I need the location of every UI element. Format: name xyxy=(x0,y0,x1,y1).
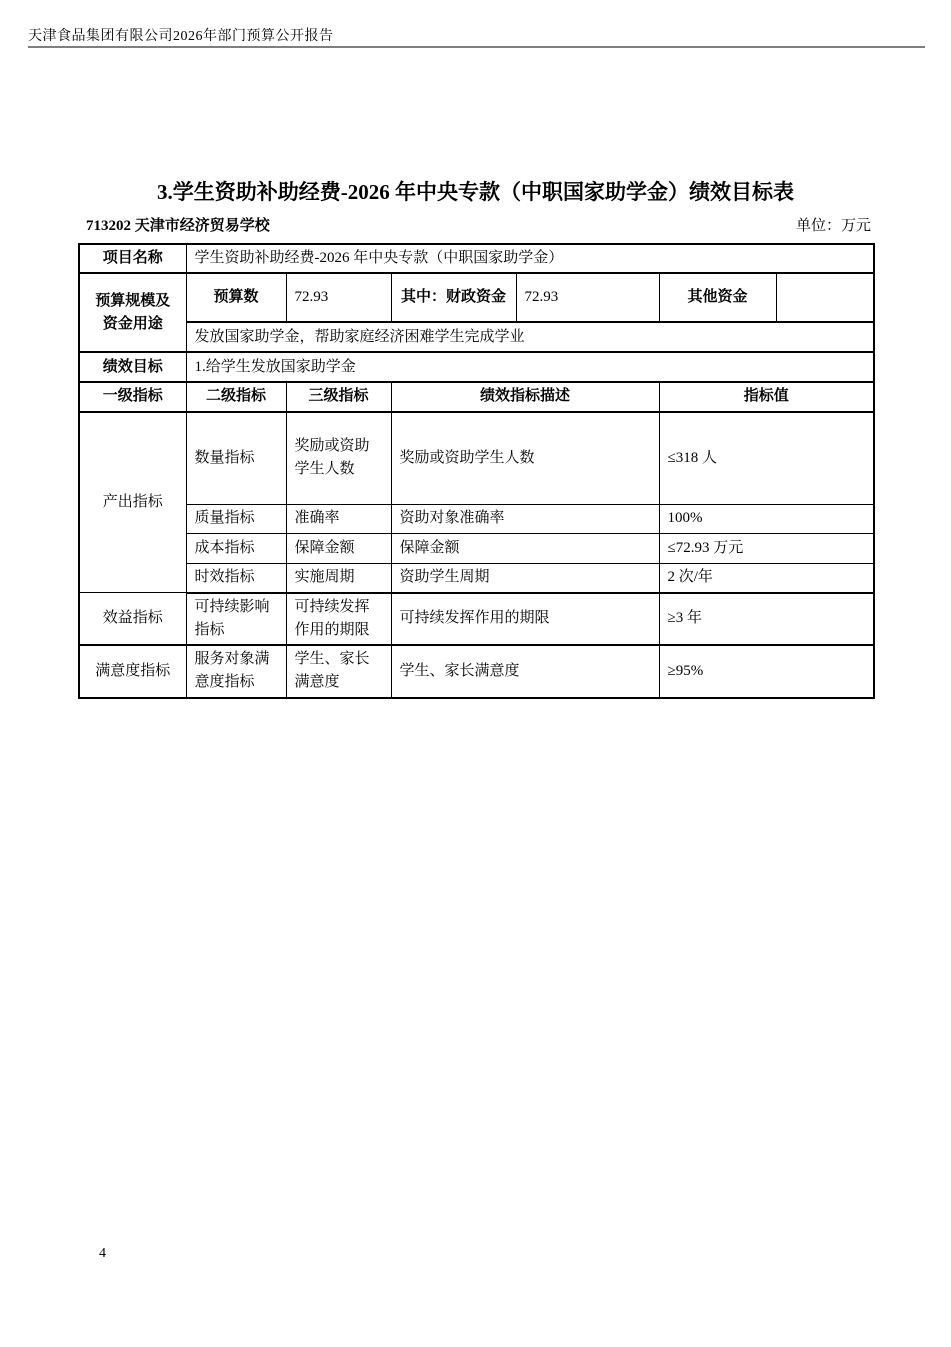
description-cell: 资助学生周期 xyxy=(391,564,659,593)
column-header-level3: 三级指标 xyxy=(286,382,391,411)
level1-cell-output: 产出指标 xyxy=(79,412,186,593)
performance-goal-label-cell: 绩效目标 xyxy=(79,352,186,382)
table-caption-row xyxy=(78,214,873,235)
indicator-row-timeliness xyxy=(79,564,874,593)
value-cell: 100% xyxy=(659,505,874,534)
unit-label: 单位：万元 xyxy=(795,218,871,234)
fund-usage-value-cell: 发放国家助学金，帮助家庭经济困难学生完成学业 xyxy=(186,322,874,352)
level2-cell: 服务对象满意度指标 xyxy=(186,645,286,698)
indicator-row-benefit xyxy=(79,593,874,646)
column-header-level1: 一级指标 xyxy=(79,382,186,411)
column-header-level2: 二级指标 xyxy=(186,382,286,411)
budget-number-label-cell: 预算数 xyxy=(186,273,286,322)
fiscal-funds-label-cell: 其中：财政资金 xyxy=(391,273,516,322)
indicator-header-row xyxy=(79,382,874,411)
project-name-value-cell: 学生资助补助经费-2026 年中央专款（中职国家助学金） xyxy=(186,244,874,273)
description-cell: 学生、家长满意度 xyxy=(391,645,659,698)
value-cell: ≤72.93 万元 xyxy=(659,534,874,564)
level1-cell-satisfaction: 满意度指标 xyxy=(79,645,186,698)
indicator-row-satisfaction xyxy=(79,645,874,698)
description-cell: 奖励或资助学生人数 xyxy=(391,412,659,505)
level3-cell: 奖励或资助学生人数 xyxy=(286,412,391,505)
column-header-value: 指标值 xyxy=(659,382,874,411)
page-number: 4 xyxy=(99,1246,106,1261)
value-cell: ≥95% xyxy=(659,645,874,698)
level2-cell: 可持续影响指标 xyxy=(186,593,286,646)
header-divider xyxy=(28,46,925,48)
report-header-text: 天津食品集团有限公司2026年部门预算公开报告 xyxy=(28,29,334,44)
project-name-label-cell: 项目名称 xyxy=(79,244,186,273)
level2-cell: 数量指标 xyxy=(186,412,286,505)
value-cell: ≤318 人 xyxy=(659,412,874,505)
page-title: 3.学生资助补助经费-2026 年中央专款（中职国家助学金）绩效目标表 xyxy=(157,180,794,204)
performance-goal-value-cell: 1.给学生发放国家助学金 xyxy=(186,352,874,382)
value-cell: 2 次/年 xyxy=(659,564,874,593)
school-code-heading: 713202 天津市经济贸易学校 xyxy=(86,218,270,234)
level3-cell: 可持续发挥作用的期限 xyxy=(286,593,391,646)
level3-cell: 准确率 xyxy=(286,505,391,534)
project-name-row xyxy=(79,244,874,273)
other-funds-label-cell: 其他资金 xyxy=(659,273,776,322)
indicator-row-cost xyxy=(79,534,874,564)
level3-cell: 学生、家长满意度 xyxy=(286,645,391,698)
level3-cell: 保障金额 xyxy=(286,534,391,564)
column-header-description: 绩效指标描述 xyxy=(391,382,659,411)
indicator-row-quantity xyxy=(79,412,874,505)
performance-goal-row xyxy=(79,352,874,382)
performance-target-table xyxy=(78,243,875,699)
value-cell: ≥3 年 xyxy=(659,593,874,646)
description-cell: 可持续发挥作用的期限 xyxy=(391,593,659,646)
description-cell: 保障金额 xyxy=(391,534,659,564)
level2-cell: 成本指标 xyxy=(186,534,286,564)
fund-usage-row xyxy=(79,322,874,352)
budget-amount-row xyxy=(79,273,874,322)
level2-cell: 质量指标 xyxy=(186,505,286,534)
fiscal-funds-value-cell: 72.93 xyxy=(516,273,659,322)
level2-cell: 时效指标 xyxy=(186,564,286,593)
budget-number-value-cell: 72.93 xyxy=(286,273,391,322)
level1-cell-benefit: 效益指标 xyxy=(79,593,186,646)
level3-cell: 实施周期 xyxy=(286,564,391,593)
indicator-row-quality xyxy=(79,505,874,534)
other-funds-value-cell xyxy=(776,273,874,322)
budget-scope-label-cell: 预算规模及资金用途 xyxy=(79,273,186,352)
description-cell: 资助对象准确率 xyxy=(391,505,659,534)
